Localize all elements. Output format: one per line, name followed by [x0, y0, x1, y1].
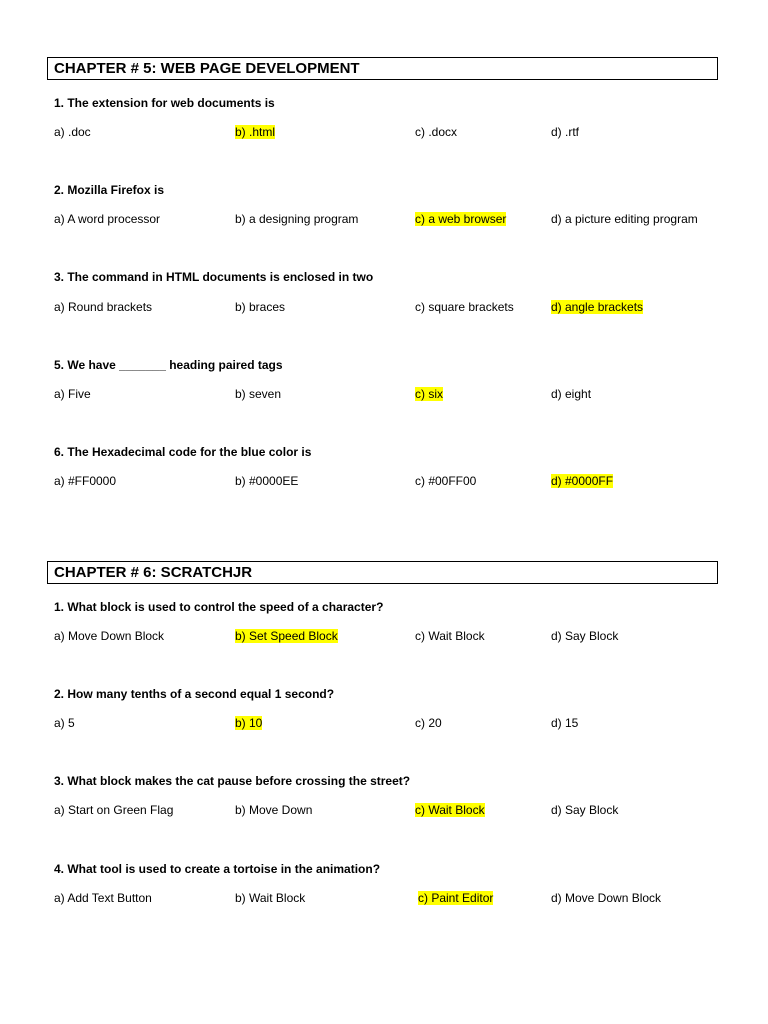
ch5-q2-option-d: d) a picture editing program	[551, 212, 698, 226]
ch6-q4-option-c: c) Paint Editor	[418, 891, 494, 905]
ch6-q1: 1. What block is used to control the speed of a character?	[54, 600, 384, 614]
ch5-q2-option-c: c) a web browser	[415, 212, 507, 226]
ch5-q5-option-a: a) Five	[54, 387, 91, 401]
ch5-q6-option-c: c) #00FF00	[415, 474, 477, 488]
ch6-q4: 4. What tool is used to create a tortoise in the animation?	[54, 862, 381, 876]
ch5-q1-option-d: d) .rtf	[551, 125, 580, 139]
ch5-q5-option-c: c) six	[415, 387, 443, 401]
ch5-q1-option-b: b) .html	[235, 125, 276, 139]
chapter-5-title: CHAPTER # 5: WEB PAGE DEVELOPMENT	[47, 57, 718, 80]
ch5-q1-option-a: a) .doc	[54, 125, 91, 139]
ch6-q1-option-d: d) Say Block	[551, 629, 619, 643]
ch6-q2-option-a: a) 5	[54, 716, 75, 730]
ch6-q3-option-c: c) Wait Block	[415, 803, 485, 817]
ch5-q1: 1. The extension for web documents is	[54, 96, 275, 110]
ch6-q1-option-b: b) Set Speed Block	[235, 629, 338, 643]
ch6-q2-option-b: b) 10	[235, 716, 263, 730]
ch5-q3-option-b: b) braces	[235, 300, 286, 314]
ch6-q3-option-b: b) Move Down	[235, 803, 313, 817]
ch6-q4-option-d: d) Move Down Block	[551, 891, 662, 905]
ch5-q6-option-d: d) #0000FF	[551, 474, 614, 488]
ch5-q2: 2. Mozilla Firefox is	[54, 183, 165, 197]
ch5-q3: 3. The command in HTML documents is enclosed in two	[54, 270, 374, 284]
ch6-q4-option-b: b) Wait Block	[235, 891, 306, 905]
ch5-q6-option-b: b) #0000EE	[235, 474, 299, 488]
ch5-q6-option-a: a) #FF0000	[54, 474, 117, 488]
ch6-q2-option-c: c) 20	[415, 716, 442, 730]
ch5-q3-option-a: a) Round brackets	[54, 300, 153, 314]
ch6-q4-option-a: a) Add Text Button	[54, 891, 152, 905]
ch6-q3-option-d: d) Say Block	[551, 803, 619, 817]
ch6-q1-option-a: a) Move Down Block	[54, 629, 165, 643]
ch5-q3-option-d: d) angle brackets	[551, 300, 644, 314]
ch5-q2-option-a: a) A word processor	[54, 212, 161, 226]
ch6-q3-option-a: a) Start on Green Flag	[54, 803, 174, 817]
ch6-q1-option-c: c) Wait Block	[415, 629, 485, 643]
ch5-q1-option-c: c) .docx	[415, 125, 458, 139]
ch6-q3: 3. What block makes the cat pause before crossing the street?	[54, 774, 411, 788]
ch5-q2-option-b: b) a designing program	[235, 212, 359, 226]
ch6-q2-option-d: d) 15	[551, 716, 579, 730]
ch5-q5-option-b: b) seven	[235, 387, 282, 401]
ch6-q2: 2. How many tenths of a second equal 1 second?	[54, 687, 335, 701]
ch5-q5-option-d: d) eight	[551, 387, 592, 401]
ch5-q3-option-c: c) square brackets	[415, 300, 514, 314]
chapter-6-title: CHAPTER # 6: SCRATCHJR	[47, 561, 718, 584]
ch5-q6: 6. The Hexadecimal code for the blue color is	[54, 445, 312, 459]
ch5-q5: 5. We have _______ heading paired tags	[54, 358, 283, 372]
